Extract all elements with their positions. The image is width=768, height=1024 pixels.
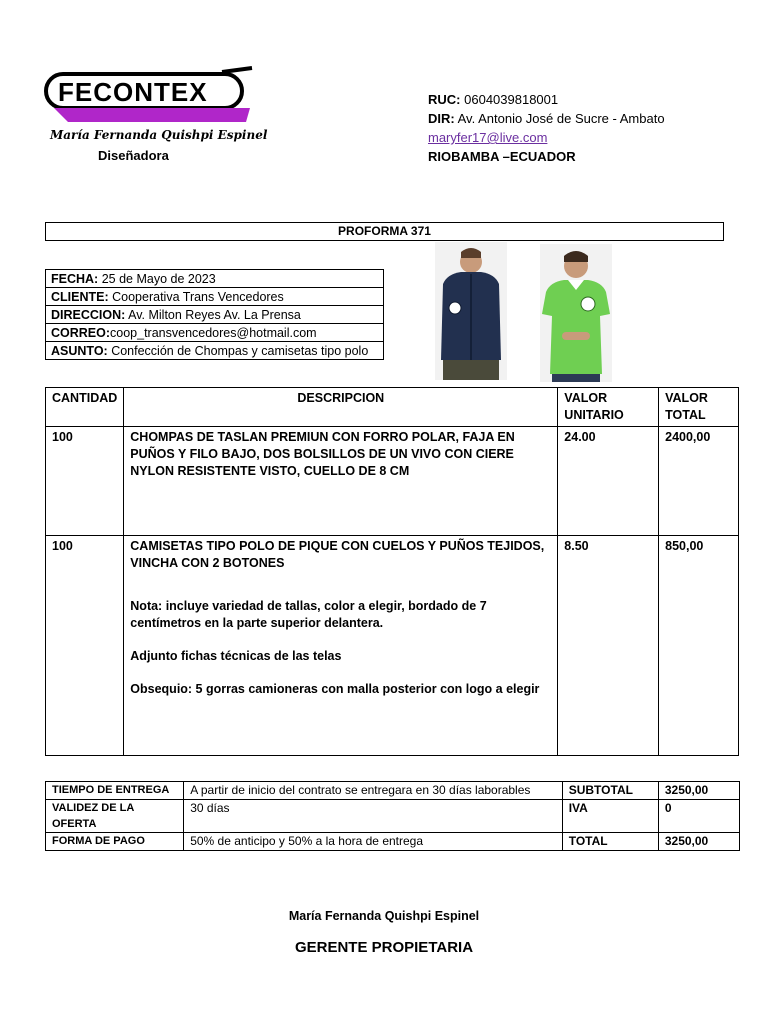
fecha-row: FECHA: 25 de Mayo de 2023 xyxy=(46,270,384,288)
designer-signature: María Fernanda Quishpi Espinel xyxy=(50,128,268,142)
total-label: TOTAL xyxy=(562,833,658,851)
row-valor-unitario: 8.50 xyxy=(558,536,659,756)
polo-photo xyxy=(540,244,612,382)
subtotal-label: SUBTOTAL xyxy=(562,782,658,800)
row-cantidad: 100 xyxy=(46,427,124,536)
row-valor-unitario: 24.00 xyxy=(558,427,659,536)
row-valor-total: 2400,00 xyxy=(659,427,739,536)
header-cantidad: CANTIDAD xyxy=(46,388,124,427)
company-email-link[interactable]: maryfer17@live.com xyxy=(428,130,548,145)
note-fichas: Adjunto fichas técnicas de las telas xyxy=(130,649,342,663)
header-valor-total: VALOR TOTAL xyxy=(659,388,739,427)
designer-role: Diseñadora xyxy=(98,148,169,163)
address-line: DIR: Av. Antonio José de Sucre - Ambato xyxy=(428,111,665,126)
row-cantidad: 100 xyxy=(46,536,124,756)
summary-row-tiempo xyxy=(46,782,740,800)
note-obsequio: Obsequio: 5 gorras camioneras con malla posterior con logo a elegir xyxy=(130,682,540,696)
asunto-row: ASUNTO: Confección de Chompas y camisetas tipo polo xyxy=(46,342,384,360)
direccion-row: DIRECCION: Av. Milton Reyes Av. La Prensa xyxy=(46,306,384,324)
correo-row: CORREO:coop_transvencedores@hotmail.com xyxy=(46,324,384,342)
pago-label: FORMA DE PAGO xyxy=(46,833,184,851)
header-descripcion: DESCRIPCION xyxy=(124,388,558,427)
header-valor-unitario: VALOR UNITARIO xyxy=(558,388,659,427)
items-table xyxy=(45,387,739,756)
items-header-row xyxy=(46,388,739,427)
company-info xyxy=(428,90,665,166)
signer-title: GERENTE PROPIETARIA xyxy=(294,939,474,956)
validez-value: 30 días xyxy=(184,800,563,833)
ruc-line: RUC: 0604039818001 xyxy=(428,92,559,107)
pago-value: 50% de anticipo y 50% a la hora de entrega xyxy=(184,833,563,851)
tiempo-label: TIEMPO DE ENTREGA xyxy=(46,782,184,800)
validez-label: VALIDEZ DE LA OFERTA xyxy=(46,800,184,833)
signer-name: María Fernanda Quishpi Espinel xyxy=(288,909,480,923)
fecontex-logo xyxy=(44,66,254,126)
total-value: 3250,00 xyxy=(658,833,739,851)
client-info-table xyxy=(45,269,384,360)
summary-row-pago xyxy=(46,833,740,851)
note-tallas: Nota: incluye variedad de tallas, color a elegir, bordado de 7 centímetros en la parte superior delantera. xyxy=(130,599,487,630)
table-row xyxy=(46,427,739,536)
company-city: RIOBAMBA –ECUADOR xyxy=(428,149,576,164)
row-descripcion-with-notes: CAMISETAS TIPO POLO DE PIQUE CON CUELOS Y PUÑOS TEJIDOS, VINCHA CON 2 BOTONES Nota: incluye variedad de tallas, color a elegir, bordado de 7 centímetros en la parte superior delantera. Adjunto fichas técnicas de las telas Obsequio: 5 gorras camioneras con malla posterior con logo a elegir xyxy=(124,536,558,756)
jacket-photo xyxy=(435,242,507,380)
proforma-title: PROFORMA 371 xyxy=(45,222,724,241)
tiempo-value: A partir de inicio del contrato se entregara en 30 días laborables xyxy=(184,782,563,800)
iva-value: 0 xyxy=(658,800,739,833)
summary-table xyxy=(45,781,740,851)
summary-row-validez xyxy=(46,800,740,833)
logo-text: FECONTEX xyxy=(58,77,208,107)
subtotal-value: 3250,00 xyxy=(658,782,739,800)
row-descripcion: CHOMPAS DE TASLAN PREMIUN CON FORRO POLAR, FAJA EN PUÑOS Y FILO BAJO, DOS BOLSILLOS DE UN VIVO CON CIERE NYLON RESISTENTE VISTO, CUELLO DE 8 CM xyxy=(124,427,558,536)
row-valor-total: 850,00 xyxy=(659,536,739,756)
cliente-row: CLIENTE: Cooperativa Trans Vencedores xyxy=(46,288,384,306)
iva-label: IVA xyxy=(562,800,658,833)
table-row xyxy=(46,536,739,756)
